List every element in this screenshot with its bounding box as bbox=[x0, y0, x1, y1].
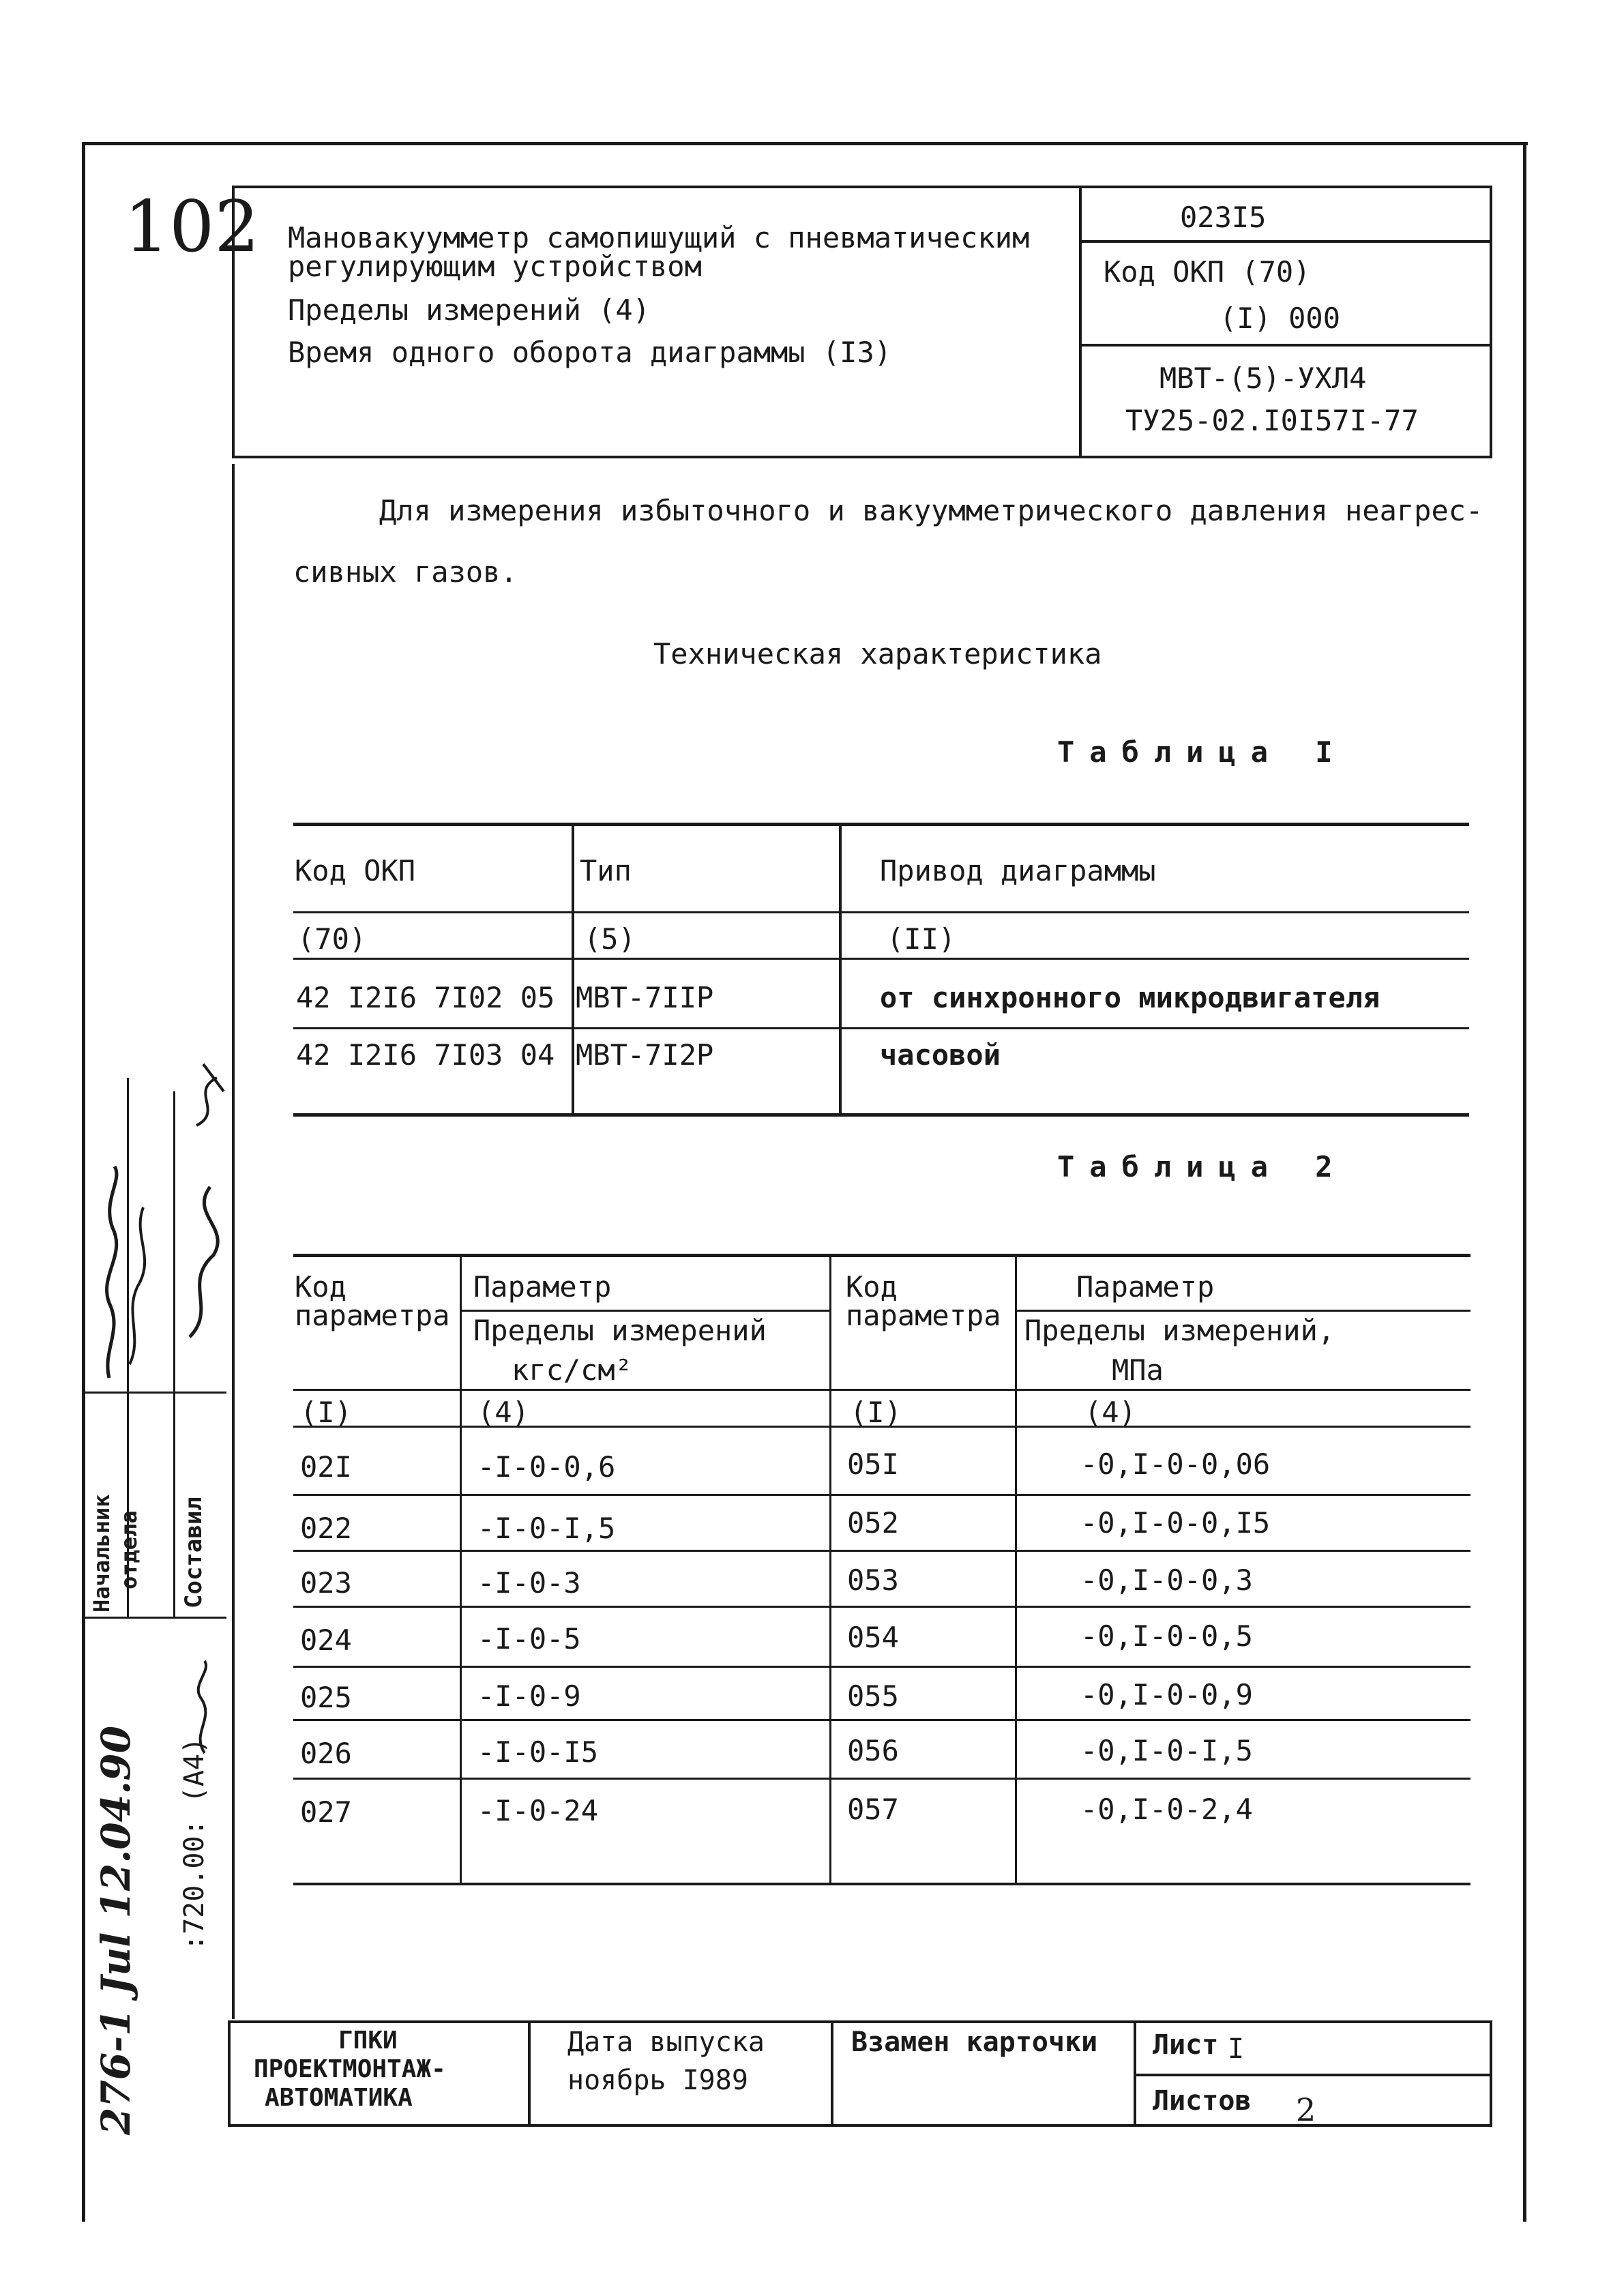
card-number: 023I5 bbox=[1180, 201, 1267, 234]
table-row: 052 bbox=[847, 1506, 899, 1540]
okp-label: Код ОКП (70) bbox=[1104, 255, 1311, 289]
table-row: 022 bbox=[300, 1512, 352, 1545]
footer-sheet-label: Лист bbox=[1153, 2029, 1219, 2061]
table-row: 053 bbox=[847, 1563, 899, 1597]
table-row: от синхронного микродвигателя bbox=[880, 981, 1380, 1014]
table1-code-3: (II) bbox=[887, 922, 956, 956]
table2-param-header-left: Параметр bbox=[473, 1270, 612, 1304]
table2-top-line bbox=[293, 1254, 1470, 1257]
table2-code-header-right-2: параметра bbox=[846, 1299, 1001, 1332]
header-title-line2: регулирующим устройством bbox=[288, 250, 702, 283]
spec: ТУ25-02.I0I57I-77 bbox=[1125, 404, 1419, 437]
table1-header-okp: Код ОКП bbox=[295, 854, 416, 887]
table-row: 023 bbox=[300, 1566, 352, 1600]
signature-head bbox=[95, 1160, 171, 1385]
margin-format-stamp: :720.00: (A4) bbox=[179, 1737, 210, 1951]
table-row: 05I bbox=[847, 1447, 899, 1481]
top-border bbox=[82, 142, 1528, 145]
table1-code-1: (70) bbox=[297, 922, 367, 956]
table2-code-header-right-1: Код bbox=[846, 1270, 898, 1304]
table2-bottom-line bbox=[293, 1883, 1470, 1885]
table-row: 02I bbox=[300, 1450, 352, 1484]
table2-caption: Таблица 2 bbox=[1057, 1150, 1348, 1183]
table1-top-line bbox=[293, 823, 1469, 826]
table-row: -0,I-0-2,4 bbox=[1080, 1793, 1253, 1826]
table-row: -I-0-3 bbox=[477, 1566, 581, 1600]
table-row: 024 bbox=[300, 1623, 352, 1657]
intro-line1: Для измерения избыточного и вакуумметрического давления неагрес- bbox=[379, 494, 1483, 527]
margin-author-label: Составил bbox=[180, 1497, 207, 1608]
section-title: Техническая характеристика bbox=[653, 637, 1102, 671]
header-rotation: Время одного оборота диаграммы (I3) bbox=[288, 336, 892, 369]
signature-author bbox=[176, 1050, 237, 1371]
table2-param-header-right: Параметр bbox=[1076, 1270, 1215, 1304]
table-row: 026 bbox=[300, 1737, 352, 1770]
table-row: -I-0-5 bbox=[477, 1622, 581, 1655]
table-row: 42 I2I6 7I03 04 bbox=[296, 1038, 555, 1072]
table-row: -I-0-I5 bbox=[477, 1735, 599, 1769]
table1-header-type: Тип bbox=[580, 854, 632, 887]
footer-org-1: ГПКИ bbox=[338, 2027, 398, 2055]
header-limits: Пределы измерений (4) bbox=[288, 293, 651, 327]
table-row: -0,I-0-0,I5 bbox=[1080, 1506, 1271, 1540]
footer-sheets-label: Листов bbox=[1153, 2085, 1252, 2117]
signature-date-mark bbox=[184, 1658, 225, 1760]
table-row: 025 bbox=[300, 1681, 352, 1714]
margin-head-label-1: Начальник bbox=[89, 1494, 115, 1613]
table2-code-header-left-2: параметра bbox=[295, 1299, 450, 1332]
table-row: 055 bbox=[847, 1679, 899, 1713]
table-row: МВТ-7IIP bbox=[576, 981, 714, 1014]
footer-org-2: ПРОЕКТМОНТАЖ- bbox=[254, 2055, 446, 2083]
okp-value: (I) 000 bbox=[1220, 301, 1341, 335]
table-row: -0,I-0-I,5 bbox=[1080, 1734, 1253, 1767]
right-border bbox=[1523, 145, 1526, 2222]
table2-code-header-left-1: Код bbox=[295, 1270, 346, 1304]
table2-mark-2: (4) bbox=[477, 1396, 529, 1429]
footer-sheets-value: 2 bbox=[1296, 2091, 1316, 2128]
table1-code-2: (5) bbox=[584, 922, 636, 956]
table2-mark-1: (I) bbox=[300, 1396, 352, 1429]
table-row: -0,I-0-0,06 bbox=[1080, 1447, 1271, 1481]
margin-head-label-2: отдела bbox=[116, 1510, 142, 1589]
table2-left-sub-1: Пределы измерений bbox=[473, 1314, 767, 1347]
table2-right-sub-2: МПа bbox=[1112, 1353, 1164, 1387]
page-number: 102 bbox=[124, 185, 260, 268]
table1-bottom-line bbox=[293, 1113, 1469, 1117]
footer-issue-value: ноябрь I989 bbox=[567, 2065, 748, 2096]
table-row: 42 I2I6 7I02 05 bbox=[296, 981, 555, 1014]
table-row: часовой bbox=[880, 1038, 1001, 1072]
table2-left-sub-2: кгс/см² bbox=[512, 1353, 633, 1387]
table-row: -I-0-0,6 bbox=[477, 1450, 616, 1484]
left-border bbox=[82, 145, 85, 2222]
footer-issue-label: Дата выпуска bbox=[567, 2027, 765, 2058]
table-row: 027 bbox=[300, 1795, 352, 1829]
footer-org-3: АВТОМАТИКА bbox=[265, 2084, 413, 2112]
model: МВТ-(5)-УХЛ4 bbox=[1159, 362, 1367, 395]
table2-mark-3: (I) bbox=[850, 1396, 902, 1429]
table-row: 056 bbox=[847, 1734, 899, 1767]
table2-right-sub-1: Пределы измерений, bbox=[1024, 1314, 1335, 1347]
table-row: -0,I-0-0,3 bbox=[1080, 1563, 1253, 1597]
table2-mark-4: (4) bbox=[1084, 1396, 1136, 1429]
table-row: -I-0-24 bbox=[477, 1794, 599, 1827]
table1-caption: Таблица I bbox=[1057, 735, 1348, 769]
table-row: 054 bbox=[847, 1621, 899, 1654]
table1-header-drive: Привод диаграммы bbox=[880, 854, 1156, 887]
table-row: МВТ-7I2P bbox=[576, 1038, 714, 1072]
intro-line2: сивных газов. bbox=[293, 555, 518, 589]
table-row: -I-0-I,5 bbox=[477, 1512, 616, 1545]
table-row: -0,I-0-0,5 bbox=[1080, 1619, 1253, 1653]
header-title-line1: Мановакуумметр самопишущий с пневматическим bbox=[288, 221, 1030, 254]
footer-sheet-value: I bbox=[1228, 2033, 1245, 2065]
margin-inventory-note: 276-1 Jul 12.04.90 bbox=[93, 1725, 139, 2135]
table-row: -I-0-9 bbox=[477, 1679, 581, 1713]
table-row: -0,I-0-0,9 bbox=[1080, 1678, 1253, 1711]
footer-replaces: Взамен карточки bbox=[851, 2027, 1098, 2058]
table-row: 057 bbox=[847, 1793, 899, 1826]
header-divider bbox=[1079, 186, 1082, 458]
